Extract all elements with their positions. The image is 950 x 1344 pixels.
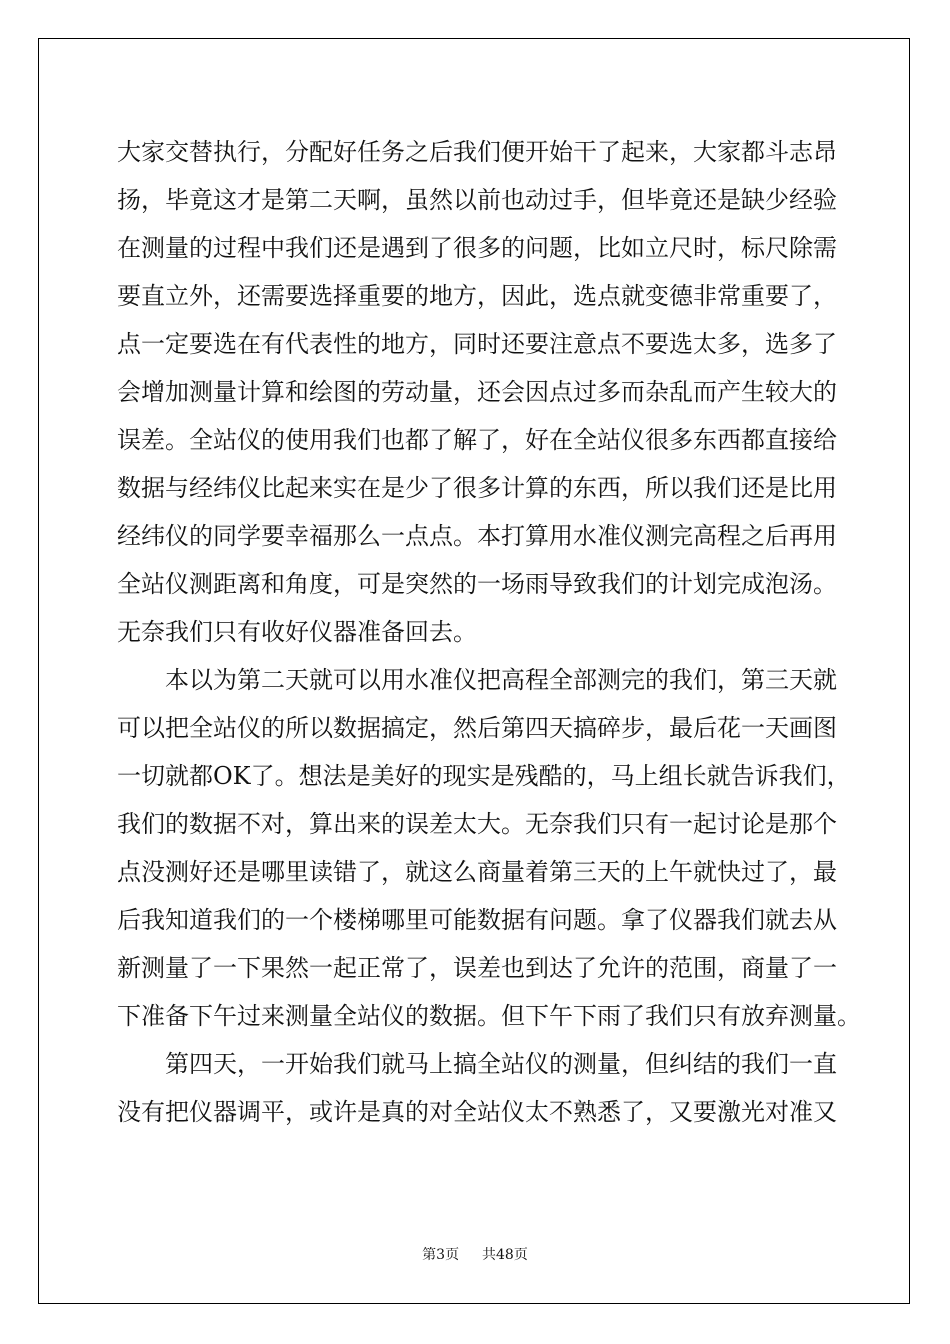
- text-line: 全站仪测距离和角度，可是突然的一场雨导致我们的计划完成泡汤。: [117, 570, 837, 598]
- text-line: 要直立外，还需要选择重要的地方，因此，选点就变德非常重要了，: [117, 282, 837, 310]
- text-line: 扬，毕竟这才是第二天啊，虽然以前也动过手，但毕竟还是缺少经验: [117, 186, 837, 214]
- text-line: 一切就都OK了。想法是美好的现实是残酷的，马上组长就告诉我们，: [117, 762, 851, 790]
- text-line: 可以把全站仪的所以数据搞定，然后第四天搞碎步，最后花一天画图: [117, 714, 837, 742]
- text-line: 第四天，一开始我们就马上搞全站仪的测量，但纠结的我们一直: [117, 1050, 837, 1078]
- page-number: 第3页: [422, 1247, 460, 1263]
- text-line: 没有把仪器调平，或许是真的对全站仪太不熟悉了，又要激光对准又: [117, 1098, 837, 1126]
- page-total: 共48页: [482, 1247, 528, 1263]
- text-line: 在测量的过程中我们还是遇到了很多的问题，比如立尺时，标尺除需: [117, 234, 837, 262]
- document-body: [117, 128, 861, 1136]
- text-line: 大家交替执行，分配好任务之后我们便开始干了起来，大家都斗志昂: [117, 138, 837, 166]
- text-line: 点没测好还是哪里读错了，就这么商量着第三天的上午就快过了，最: [117, 858, 837, 886]
- text-line: 无奈我们只有收好仪器准备回去。: [117, 618, 477, 646]
- text-line: 点一定要选在有代表性的地方，同时还要注意点不要选太多，选多了: [117, 330, 837, 358]
- text-line: 下准备下午过来测量全站仪的数据。但下午下雨了我们只有放弃测量。: [117, 1002, 861, 1030]
- text-line: 经纬仪的同学要幸福那么一点点。本打算用水准仪测完高程之后再用: [117, 522, 837, 550]
- text-line: 新测量了一下果然一起正常了，误差也到达了允许的范围，商量了一: [117, 954, 837, 982]
- text-line: 会增加测量计算和绘图的劳动量，还会因点过多而杂乱而产生较大的: [117, 378, 837, 406]
- text-line: 我们的数据不对，算出来的误差太大。无奈我们只有一起讨论是那个: [117, 810, 837, 838]
- text-line: 数据与经纬仪比起来实在是少了很多计算的东西，所以我们还是比用: [117, 474, 837, 502]
- text-line: 后我知道我们的一个楼梯哪里可能数据有问题。拿了仪器我们就去从: [117, 906, 837, 934]
- text-line: 误差。全站仪的使用我们也都了解了，好在全站仪很多东西都直接给: [117, 426, 837, 454]
- text-line: 本以为第二天就可以用水准仪把高程全部测完的我们，第三天就: [117, 666, 837, 694]
- page-footer: [0, 1244, 950, 1264]
